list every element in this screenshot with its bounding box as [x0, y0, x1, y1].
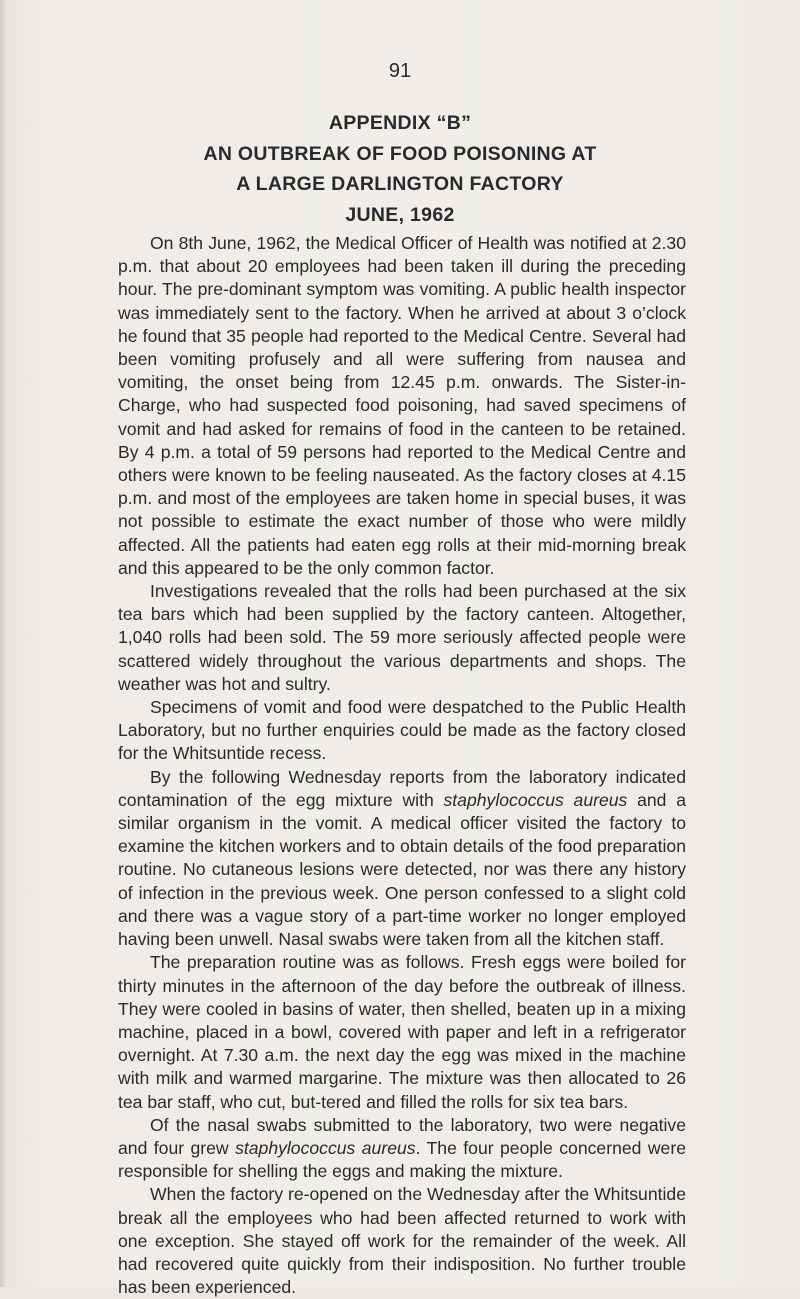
title-line-1: AN OUTBREAK OF FOOD POISONING AT [203, 143, 597, 165]
report-body [118, 232, 686, 1299]
paragraph-nasal-swabs [118, 1114, 686, 1184]
paragraph-text: Of the nasal swabs submitted to the laboratory, two were negative and four grew [118, 1114, 686, 1158]
paragraph-preparation-routine: The preparation routine was as follows. Fresh eggs were boiled for thirty minutes in the afternoon of the day before the outbreak of illness. They were cooled in basins of water, then shelled, beaten up in a mixing machine, placed in a bowl, covered with paper and left in a refrigerator overnight. At 7.30 a.m. the next day the egg was mixed in the machine with milk and warmed margarine. The mixture was then allocated to 26 tea bar staff, who cut, but-tered and filled the rolls for six tea bars. [118, 952, 686, 1112]
title-line-2: A LARGE DARLINGTON FACTORY [236, 173, 564, 195]
organism-name: staphylococcus aureus [443, 789, 628, 810]
page-number: 91 [388, 60, 412, 82]
organism-name: staphylococcus aureus [235, 1137, 416, 1158]
paragraph-text: and a similar organism in the vomit. A medical officer visited the factory to examine the kitchen workers and to obtain details of the food preparation routine. No cutaneous lesions were detected, nor was there any history of infection in the previous week. One person confessed to a slight cold and there was a vague story of a part-time worker no longer employed having been unwell. Nasal swabs were taken from all the kitchen staff. [118, 789, 686, 950]
appendix-heading: APPENDIX “B” [328, 112, 472, 134]
paragraph-text: By the following Wednesday reports from the laboratory indicated contamination of the egg mixture with [118, 766, 686, 810]
paragraph-laboratory-reports [118, 766, 686, 952]
paragraph-investigations: Investigations revealed that the rolls had been purchased at the six tea bars which had been supplied by the factory canteen. Altogether, 1,040 rolls had been sold. The 59 more seriously affected people were scattered widely throughout the various departments and shops. The weather was hot and sultry. [118, 581, 686, 694]
paragraph-text: . The four people concerned were responsible for shelling the eggs and making the mixture. [118, 1137, 686, 1182]
paragraph-specimens: Specimens of vomit and food were despatched to the Public Health Laboratory, but no further enquiries could be made as the factory closed for the Whitsuntide recess. [118, 697, 686, 764]
date-heading: JUNE, 1962 [345, 204, 455, 226]
paragraph-notification: On 8th June, 1962, the Medical Officer of Health was notified at 2.30 p.m. that about 20 employees had been taken ill during the preceding hour. The pre-dominant symptom was vomiting. A public health inspector was immediately sent to the factory. When he arrived at about 3 o’clock he found that 35 people had reported to the Medical Centre. Several had been vomiting profusely and all were suffering from nausea and vomiting, the onset being from 12.45 p.m. onwards. The Sister-in-Charge, who had suspected food poisoning, had saved specimens of vomit and had asked for remains of food in the canteen to be retained. By 4 p.m. a total of 59 persons had reported to the Medical Centre and others were known to be feeling nauseated. As the factory closes at 4.15 p.m. and most of the employees are taken home in special buses, it was not possible to estimate the exact number of those who were mildly affected. All the patients had eaten egg rolls at their mid-morning break and this appeared to be the only common factor. [118, 233, 686, 578]
paragraph-reopening: When the factory re-opened on the Wednesday after the Whitsuntide break all the employees who had been affected returned to work with one exception. She stayed off work for the remainder of the week. All had recovered quite quickly from their indisposition. No further trouble has been experienced. [118, 1184, 686, 1298]
